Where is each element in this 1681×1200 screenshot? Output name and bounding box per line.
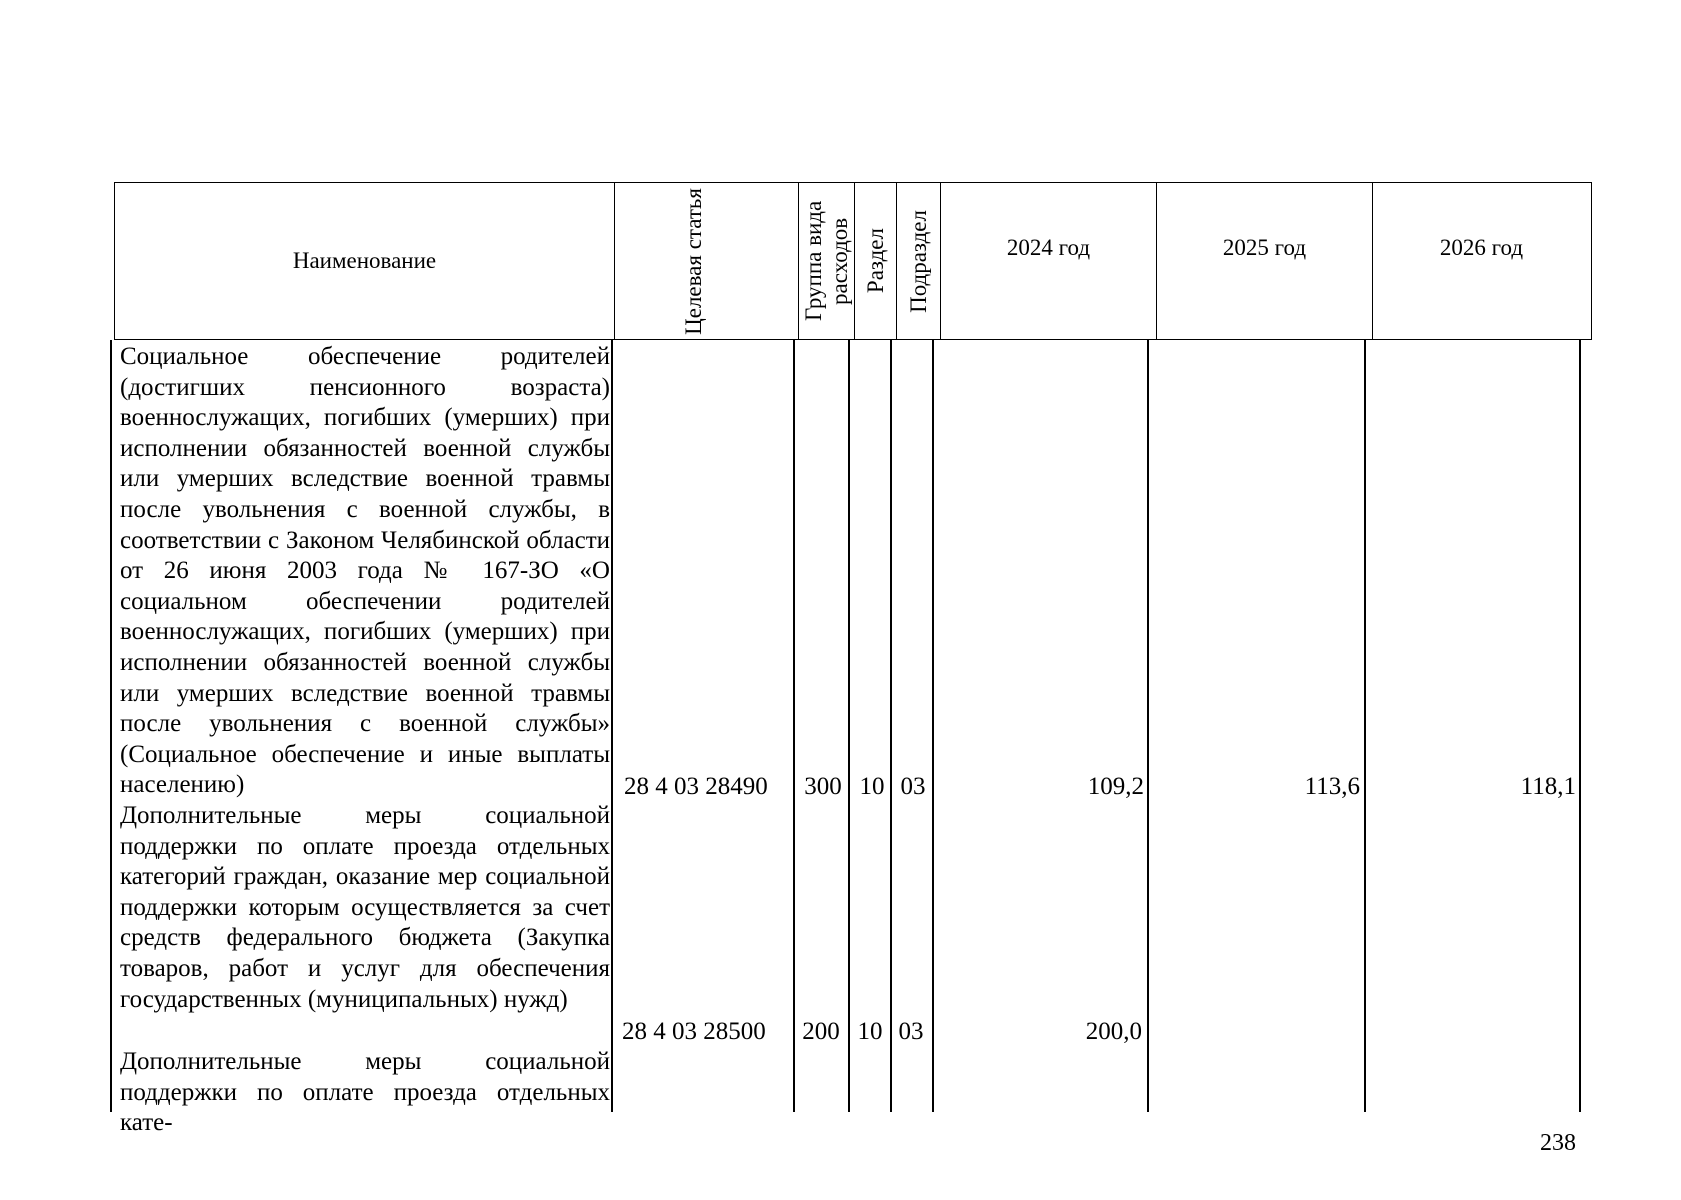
col-line-name [611,340,613,1112]
col-line-target [793,340,795,1112]
col-line-2024 [1147,340,1149,1112]
col-line-2025 [1364,340,1366,1112]
header-2024-label: 2024 год [1006,235,1091,260]
header-target [615,183,799,339]
header-section [855,183,897,339]
row-2-2024: 200,0 [1085,1018,1142,1045]
header-2026-label: 2026 год [1439,235,1524,260]
header-target-label: Целевая статья [680,187,706,335]
row-2-subsection: 03 [898,1018,924,1045]
header-2026 [1373,183,1590,339]
header-subsection [897,183,941,339]
header-group [799,183,855,339]
row-1-section: 10 [859,773,885,800]
col-line-left [110,340,112,1112]
row-1-group: 300 [804,773,842,800]
col-line-group [848,340,850,1112]
row-1-2025: 113,6 [1304,773,1360,800]
row-3-name [120,1047,610,1139]
page-number: 238 [1540,1130,1576,1156]
col-line-subsection [932,340,934,1112]
col-line-section [890,340,892,1112]
header-group-label: Группа вида расходов [800,200,852,322]
header-2024 [941,183,1157,339]
row-2-target: 28 4 03 28500 [622,1018,766,1045]
row-1-name-text: Социальное обеспечение родителей (достигших пенсионного возраста) военнослужащих, погибших (умерших) при исполнении обязанностей военной службы или умерших вследствие военной травмы после увольнения с военной службы, в соответствии с Законом Челябинской области от 26 июня 2003 года № 167-ЗО «О социальном обеспечении родителей военнослужащих, погибших (умерших) при исполнении обязанностей военной службы или умерших вследствие военной травмы после увольнения с военной службы» (Социальное обеспечение и иные выплаты населению) [120,343,610,799]
header-subsection-label: Подраздел [905,209,931,313]
budget-table [114,182,1592,1137]
header-name-label: Наименование [292,248,437,273]
col-line-2026 [1579,340,1581,1112]
row-1-2026: 118,1 [1520,773,1576,800]
header-name [115,183,615,339]
header-2025 [1157,183,1373,339]
row-1-2024: 109,2 [1087,773,1144,800]
row-2-group: 200 [802,1018,840,1045]
row-2-name [120,801,610,1015]
table-body [114,340,1592,1137]
row-2-section: 10 [857,1018,883,1045]
header-section-label: Раздел [862,228,888,294]
row-1-subsection: 03 [900,773,926,800]
row-1-target: 28 4 03 28490 [624,773,768,800]
header-2025-label: 2025 год [1222,235,1307,260]
table-header [114,182,1592,340]
row-3-name-text: Дополнительные меры социальной поддержки по оплате проезда отдельных кате- [120,1048,610,1137]
row-2-name-text: Дополнительные меры социальной поддержки по оплате проезда отдельных категорий граждан, оказание мер социальной поддержки которым осуществляется за счет средств федерального бюджета (Закупка товаров, работ и услуг для обеспечения государственных (муниципальных) нужд) [120,802,610,1013]
row-1-name [120,342,610,801]
